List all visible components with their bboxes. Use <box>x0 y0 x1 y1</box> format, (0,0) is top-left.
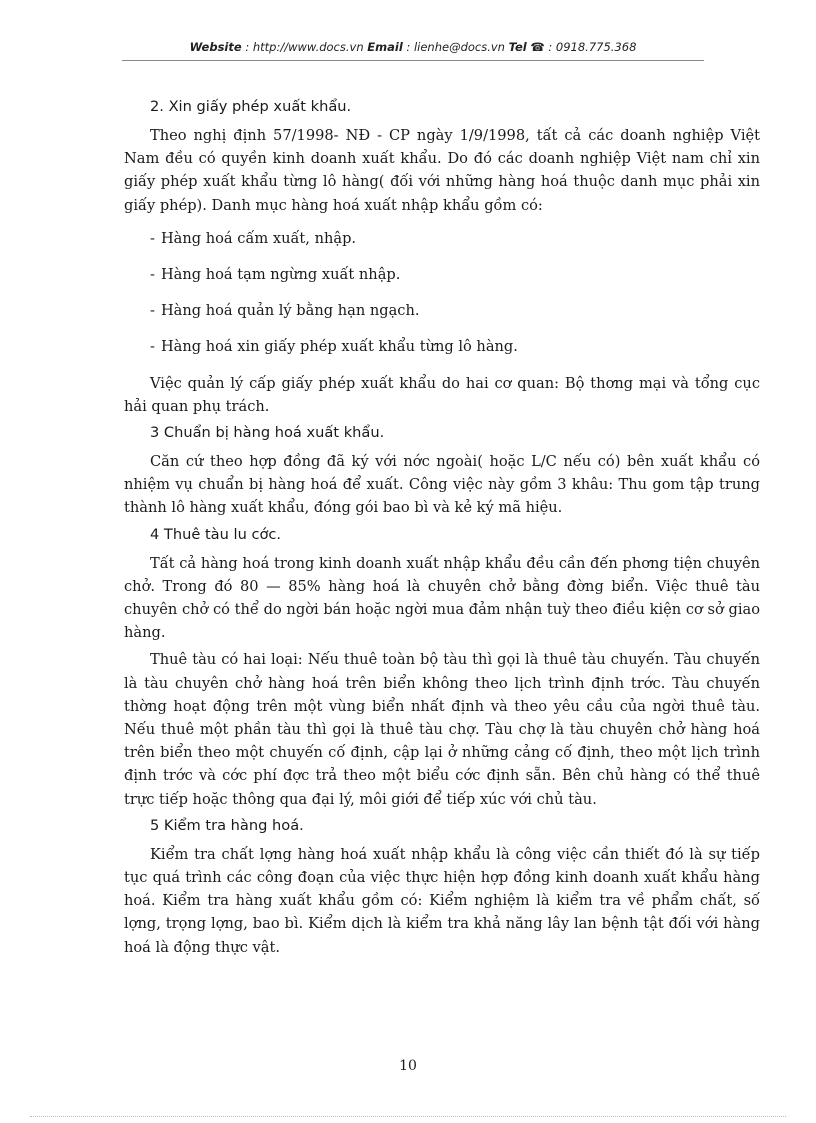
email-value: : lienhe@docs.vn <box>402 40 509 54</box>
tel-label: Tel <box>508 40 527 54</box>
list-item-text: Hàng hoá tạm ngừng xuất nhập. <box>160 266 401 284</box>
website-value: : http://www.docs.vn <box>241 40 368 54</box>
section-2-paragraph-2: Việc quản lý cấp giấy phép xuất khẩu do hai cơ quan: Bộ thơng mại và tổng cục hải quan phụ trách. <box>124 374 760 415</box>
list-item <box>150 227 760 250</box>
bullet-dash: - <box>150 229 155 247</box>
section-5-paragraph-1: Kiểm tra chất lợng hàng hoá xuất nhập khẩu là công việc cần thiết đó là sự tiếp tục quá trình các công đoạn của việc thực hiện hợp đồng kinh doanh xuất khẩu hàng hoá. Kiểm tra hàng xuất khẩu gồm có: Kiểm nghiệm là kiểm tra về phẩm chất, số lợng, trọng lợng, bao bì. Kiểm dịch là kiểm tra khả năng lây lan bệnh tật đối với hàng hoá là động thực vật. <box>124 845 760 956</box>
phone-icon: ☎ <box>530 40 545 54</box>
section-5-title: 5 Kiểm tra hàng hoá. <box>150 816 304 834</box>
tel-value: : 0918.775.368 <box>544 40 637 54</box>
section-3-title: 3 Chuẩn bị hàng hoá xuất khẩu. <box>150 424 385 442</box>
email-label: Email <box>367 40 403 54</box>
list-item-text: Hàng hoá xin giấy phép xuất khẩu từng lô hàng. <box>160 338 518 356</box>
list-item-text: Hàng hoá quản lý bằng hạn ngạch. <box>160 302 420 320</box>
header-divider <box>122 60 704 61</box>
footer-divider <box>30 1116 786 1117</box>
bullet-dash: - <box>150 302 155 320</box>
list-item <box>150 299 760 322</box>
website-label: Website <box>189 40 242 54</box>
page-header <box>122 40 704 54</box>
section-4-paragraph-1: Tất cả hàng hoá trong kinh doanh xuất nhập khẩu đều cần đến phơng tiện chuyên chở. Trong đó 80 — 85% hàng hoá là chuyên chở bằng đờng biển. Việc thuê tàu chuyên chở có thể do ngời bán hoặc ngời mua đảm nhận tuỳ theo điều kiện cơ sở giao hàng. <box>124 554 760 642</box>
bullet-dash: - <box>150 266 155 284</box>
section-2-paragraph-1: Theo nghị định 57/1998- NĐ - CP ngày 1/9/1998, tất cả các doanh nghiệp Việt Nam đều có quyền kinh doanh xuất khẩu. Do đó các doanh nghiệp Việt nam chỉ xin giấy phép xuất khẩu từng lô hàng( đối với những hàng hoá thuộc danh mục phải xin giấy phép). Danh mục hàng hoá xuất nhập khẩu gồm có: <box>124 127 760 214</box>
list-item-text: Hàng hoá cấm xuất, nhập. <box>160 229 357 247</box>
page-number: 10 <box>399 1058 417 1074</box>
bullet-dash: - <box>150 338 155 356</box>
list-item <box>150 335 760 358</box>
section-2-title: 2. Xin giấy phép xuất khẩu. <box>150 98 352 115</box>
document-body <box>124 92 760 963</box>
section-3-paragraph-1: Căn cứ theo hợp đồng đã ký với nớc ngoài( hoặc L/C nếu có) bên xuất khẩu có nhiệm vụ chuẩn bị hàng hoá để xuất. Công việc này gồm 3 khâu: Thu gom tập trung thành lô hàng xuất khẩu, đóng gói bao bì và kẻ ký mã hiệu. <box>124 453 760 517</box>
list-item <box>150 263 760 286</box>
section-4-paragraph-2: Thuê tàu có hai loại: Nếu thuê toàn bộ tàu thì gọi là thuê tàu chuyến. Tàu chuyến là tàu chuyên chở hàng hoá trên biển không theo lịch trình định trớc. Tàu chuyến thờng hoạt động trên một vùng biển nhất định và theo yêu cầu của ngời thuê tàu. Nếu thuê một phần tàu thì gọi là thuê tàu chợ. Tàu chợ là tàu chuyên chở hàng hoá trên biển theo một chuyến cố định, cập lại ở những cảng cố định, theo một lịch trình định trớc và cớc phí đợc trả theo một biểu cớc định sẵn. Bên chủ hàng có thể thuê trực tiếp hoặc thông qua đại lý, môi giới để tiếp xúc với chủ tàu. <box>124 651 760 808</box>
section-4-title: 4 Thuê tàu lu cớc. <box>150 525 282 543</box>
